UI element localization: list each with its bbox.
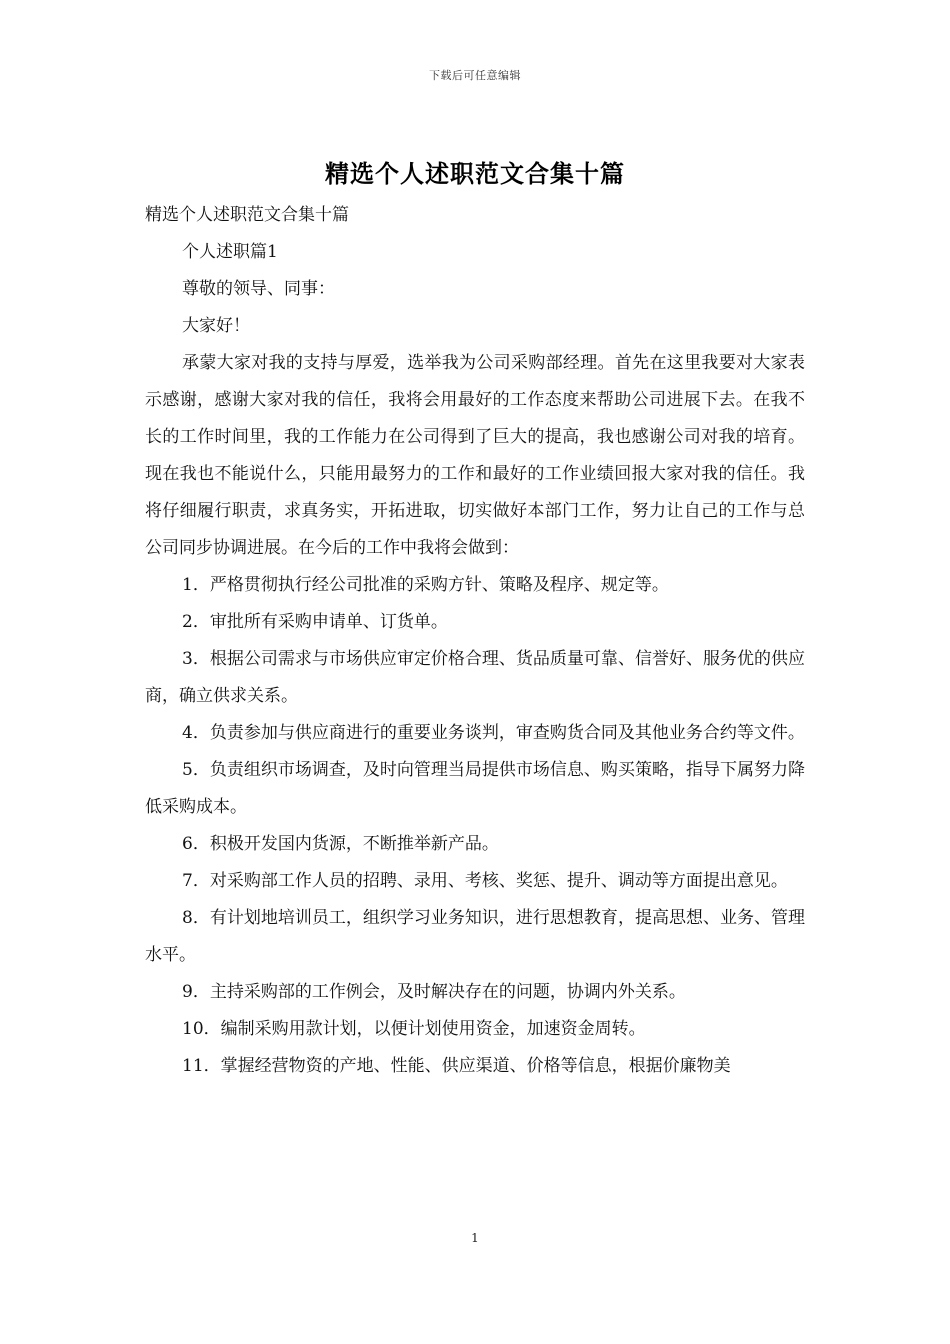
list-item: 6．积极开发国内货源，不断推举新产品。 bbox=[182, 834, 499, 854]
list-item: 3．根据公司需求与市场供应审定价格合理、货品质量可靠、信誉好、服务优的供应商，确立供求关系。 bbox=[145, 649, 805, 706]
list-item: 5．负责组织市场调查，及时向管理当局提供市场信息、购买策略，指导下属努力降低采购成本。 bbox=[145, 760, 805, 817]
document-subtitle: 精选个人述职范文合集十篇 bbox=[145, 205, 349, 225]
header-note: 下载后可任意编辑 bbox=[429, 69, 521, 82]
list-item: 1．严格贯彻执行经公司批准的采购方针、策略及程序、规定等。 bbox=[182, 575, 669, 595]
document-title: 精选个人述职范文合集十篇 bbox=[325, 159, 625, 188]
list-item: 9．主持采购部的工作例会，及时解决存在的问题，协调内外关系。 bbox=[182, 982, 686, 1002]
section-heading: 个人述职篇1 bbox=[182, 242, 278, 262]
list-item: 8．有计划地培训员工，组织学习业务知识，进行思想教育，提高思想、业务、管理水平。 bbox=[145, 908, 805, 965]
list-item: 2．审批所有采购申请单、订货单。 bbox=[182, 612, 448, 632]
list-item: 10．编制采购用款计划，以便计划使用资金，加速资金周转。 bbox=[182, 1019, 646, 1039]
greeting: 大家好！ bbox=[182, 316, 250, 336]
salutation: 尊敬的领导、同事： bbox=[182, 279, 335, 299]
page-number: 1 bbox=[471, 1231, 479, 1245]
intro-paragraph: 承蒙大家对我的支持与厚爱，选举我为公司采购部经理。首先在这里我要对大家表示感谢，感谢大家对我的信任，我将会用最好的工作态度来帮助公司进展下去。在我不长的工作时间里，我的工作能力在公司得到了巨大的提高，我也感谢公司对我的培育。现在我也不能说什么，只能用最努力的工作和最好的工作业绩回报大家对我的信任。我将仔细履行职责，求真务实，开拓进取，切实做好本部门工作，努力让自己的工作与总公司同步协调进展。在今后的工作中我将会做到： bbox=[145, 353, 805, 558]
list-item: 7．对采购部工作人员的招聘、录用、考核、奖惩、提升、调动等方面提出意见。 bbox=[182, 871, 788, 891]
document-body bbox=[145, 197, 805, 1085]
list-item: 11．掌握经营物资的产地、性能、供应渠道、价格等信息，根据价廉物美 bbox=[182, 1056, 731, 1076]
list-item: 4．负责参加与供应商进行的重要业务谈判，审查购货合同及其他业务合约等文件。 bbox=[182, 723, 805, 743]
